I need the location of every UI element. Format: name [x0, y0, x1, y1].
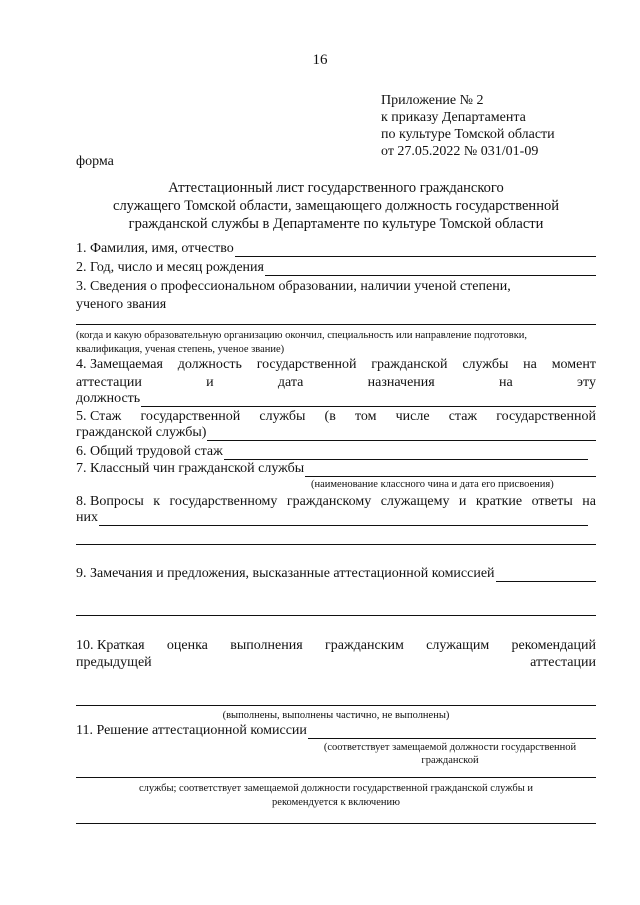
word: на — [523, 357, 537, 372]
appendix-line-3: по культуре Томской области — [381, 127, 555, 142]
appendix-line-4: от 27.05.2022 № 031/01-09 — [381, 144, 539, 159]
class-rank-line[interactable] — [305, 462, 596, 477]
education-label-line-1: 3. Сведения о профессиональном образовании, наличии ученой степени, — [76, 279, 511, 294]
questions-label-line-2: них — [76, 510, 98, 525]
word: 4. Замещаемая — [76, 357, 163, 372]
recommendations-hint: (выполнены, выполнены частично, не выполнены) — [222, 710, 450, 721]
field-questions — [76, 509, 596, 526]
appendix-block — [381, 92, 555, 160]
word: гражданским — [325, 638, 404, 653]
appendix-line-2: к приказу Департамента — [381, 110, 526, 125]
recommendations-label-line-2 — [76, 654, 596, 671]
word: и — [206, 375, 214, 390]
commission-hint-line-2: гражданской — [421, 755, 479, 766]
word: государственной — [256, 357, 357, 372]
commission-hint-line-1: (соответствует замещаемой должности государственной — [323, 742, 577, 753]
field-class-rank — [76, 460, 596, 477]
education-hint-line-2: квалификация, ученая степень, ученое звание) — [76, 344, 285, 355]
field-commission-decision — [76, 722, 596, 739]
remarks-line[interactable] — [496, 567, 596, 582]
word: эту — [577, 375, 596, 390]
form-label: форма — [76, 154, 114, 169]
field-position — [76, 390, 596, 407]
position-label-line-2 — [76, 374, 596, 391]
position-label-line-3: должность — [76, 391, 141, 406]
position-label-line-1 — [76, 356, 596, 373]
remarks-extra-line[interactable] — [76, 615, 596, 616]
questions-extra-line[interactable] — [76, 544, 596, 545]
word: к — [153, 494, 161, 509]
word: числе — [395, 409, 430, 424]
word: оценка — [166, 638, 208, 653]
word: том — [354, 409, 377, 424]
word: дата — [277, 375, 304, 390]
full-name-label: 1. Фамилия, имя, отчество — [76, 241, 234, 256]
education-hint-line-1: (когда и какую образовательную организацию окончил, специальность или направление подготовки, — [76, 330, 528, 341]
service-length-line[interactable] — [207, 426, 596, 441]
title-line-3: гражданской службы в Департаменте по культуре Томской области — [128, 216, 544, 232]
field-remarks — [76, 565, 596, 582]
word: (в — [324, 409, 336, 424]
service-length-label-line-1 — [76, 408, 596, 425]
word: аттестации — [530, 655, 596, 670]
commission-hint-line-3: службы; соответствует замещаемой должности государственной гражданской службы и — [138, 783, 534, 794]
word: и — [458, 494, 467, 509]
total-experience-line[interactable] — [224, 445, 588, 460]
word: рекомендаций — [511, 638, 596, 653]
recommendations-line[interactable] — [76, 705, 596, 706]
birth-date-line[interactable] — [265, 261, 596, 276]
title-line-2: служащего Томской области, замещающего должность государственной — [113, 198, 559, 214]
title-line-1: Аттестационный лист государственного гражданского — [168, 180, 504, 196]
education-label-line-2: ученого звания — [76, 297, 167, 312]
service-length-label-line-2: гражданской службы) — [76, 425, 207, 440]
word: 8. Вопросы — [76, 494, 144, 509]
word: гражданской — [371, 357, 448, 372]
document-title — [40, 179, 632, 233]
word: ответы — [531, 494, 573, 509]
page-number: 16 — [312, 52, 328, 68]
word: государственной — [140, 409, 241, 424]
word: предыдущей — [76, 655, 152, 670]
commission-decision-final-line[interactable] — [76, 823, 596, 824]
word: на — [582, 494, 596, 509]
word: 5. Стаж — [76, 409, 122, 424]
field-service-length — [76, 424, 596, 441]
education-line[interactable] — [76, 324, 596, 325]
commission-decision-extra-line[interactable] — [76, 777, 596, 778]
word: гражданскому — [286, 494, 372, 509]
full-name-line[interactable] — [235, 242, 596, 257]
word: служащим — [426, 638, 490, 653]
class-rank-label: 7. Классный чин гражданской службы — [76, 461, 305, 476]
word: аттестации — [76, 375, 142, 390]
total-experience-label: 6. Общий трудовой стаж — [76, 444, 223, 459]
word: назначения — [367, 375, 435, 390]
position-line[interactable] — [141, 392, 596, 407]
word: служащему — [380, 494, 450, 509]
word: 10. Краткая — [76, 638, 145, 653]
word: стаж — [448, 409, 478, 424]
field-total-experience — [76, 443, 596, 460]
commission-decision-label: 11. Решение аттестационной комиссии — [76, 723, 307, 738]
field-full-name — [76, 240, 596, 257]
remarks-label: 9. Замечания и предложения, высказанные аттестационной комиссией — [76, 566, 495, 581]
word: службы — [259, 409, 306, 424]
commission-decision-line[interactable] — [308, 724, 596, 739]
birth-date-label: 2. Год, число и месяц рождения — [76, 260, 264, 275]
word: момент — [551, 357, 596, 372]
word: краткие — [475, 494, 523, 509]
word: должность — [177, 357, 242, 372]
appendix-line-1: Приложение № 2 — [381, 93, 484, 108]
word: государственному — [169, 494, 278, 509]
class-rank-hint: (наименование классного чина и дата его присвоения) — [311, 479, 554, 490]
recommendations-label-line-1 — [76, 637, 596, 654]
commission-hint-line-4: рекомендуется к включению — [272, 797, 400, 808]
word: государственной — [496, 409, 596, 424]
questions-label-line-1 — [76, 493, 596, 510]
field-birth-date — [76, 259, 596, 276]
questions-line[interactable] — [99, 511, 588, 526]
word: на — [499, 375, 513, 390]
word: выполнения — [230, 638, 303, 653]
word: службы — [462, 357, 509, 372]
